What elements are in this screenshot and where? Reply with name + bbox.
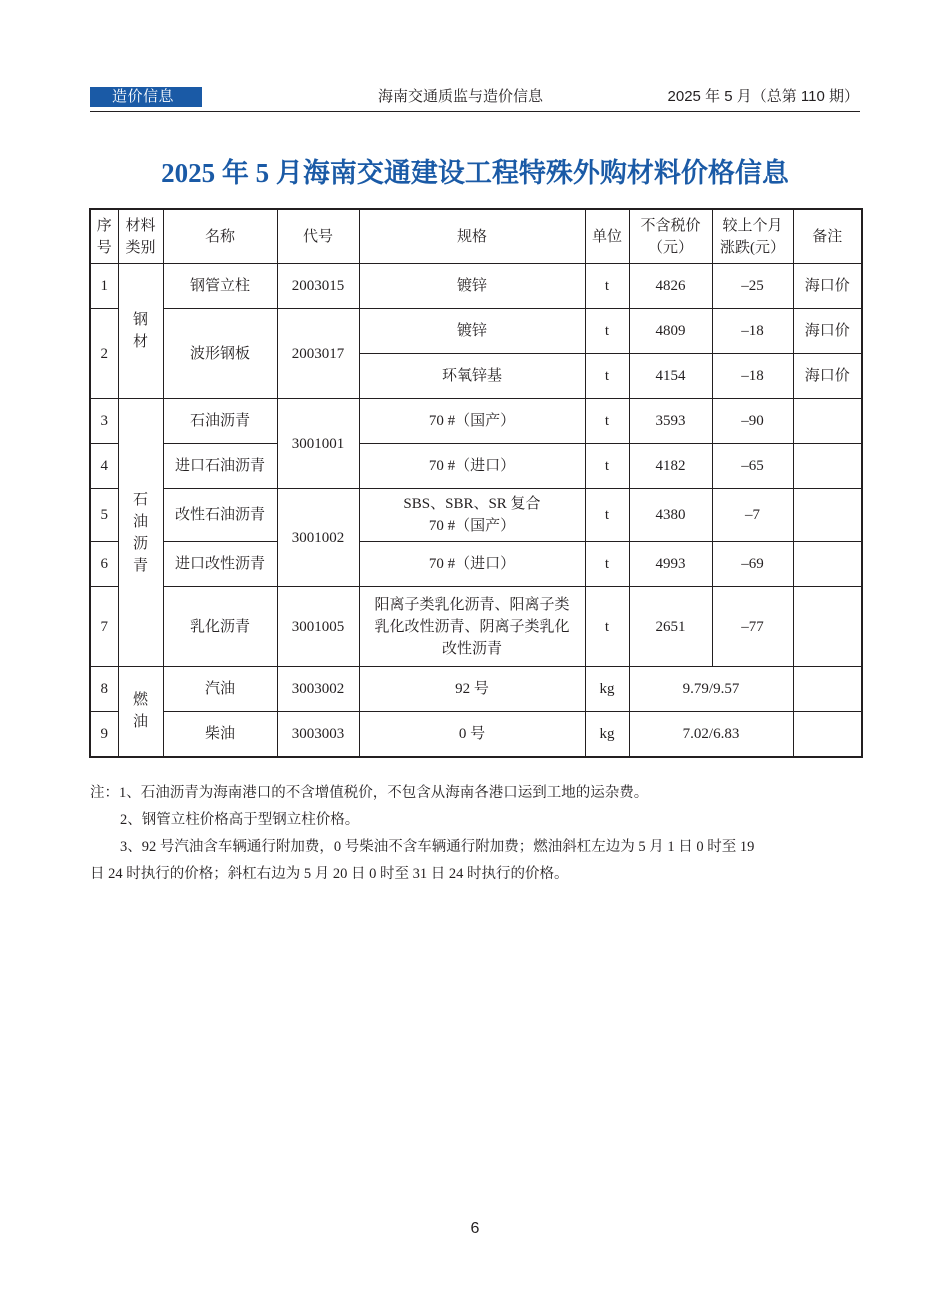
header-price: 不含税价 （元） xyxy=(629,209,712,264)
cell-unit: t xyxy=(585,264,629,309)
table-row xyxy=(90,489,862,542)
cell-spec: 92 号 xyxy=(359,667,585,712)
cell-unit: t xyxy=(585,587,629,667)
cell-unit: t xyxy=(585,542,629,587)
cell-unit: t xyxy=(585,309,629,354)
cell-spec: 镀锌 xyxy=(359,264,585,309)
cell-change: –7 xyxy=(712,489,793,542)
cell-price: 2651 xyxy=(629,587,712,667)
cell-seq: 5 xyxy=(90,489,118,542)
cell-spec: SBS、SBR、SR 复合 70 #（国产） xyxy=(359,489,585,542)
cell-remark xyxy=(793,444,862,489)
cell-spec: 70 #（进口） xyxy=(359,444,585,489)
cell-price: 4182 xyxy=(629,444,712,489)
cell-unit: t xyxy=(585,489,629,542)
header-divider xyxy=(90,111,860,112)
header-remark: 备注 xyxy=(793,209,862,264)
cell-price: 3593 xyxy=(629,399,712,444)
cell-code: 2003015 xyxy=(277,264,359,309)
note-3-line-1: 3、92 号汽油含车辆通行附加费，0 号柴油不含车辆通行附加费；燃油斜杠左边为 5 月 1 日 0 时至 19 xyxy=(120,839,755,855)
section-tag: 造价信息 xyxy=(90,87,202,107)
cell-remark xyxy=(793,712,862,757)
notes xyxy=(90,780,865,888)
cell-code: 3003002 xyxy=(277,667,359,712)
note-3-line-2: 日 24 时执行的价格；斜杠右边为 5 月 20 日 0 时至 31 日 24 时执行的价格。 xyxy=(90,866,569,882)
cell-change: –90 xyxy=(712,399,793,444)
cell-spec: 镀锌 xyxy=(359,309,585,354)
cell-remark: 海口价 xyxy=(793,264,862,309)
cell-price: 4154 xyxy=(629,354,712,399)
cell-change: –77 xyxy=(712,587,793,667)
cell-price: 4809 xyxy=(629,309,712,354)
table-row xyxy=(90,309,862,354)
cell-change: –18 xyxy=(712,354,793,399)
table-row xyxy=(90,264,862,309)
cell-unit: t xyxy=(585,354,629,399)
cell-change: –25 xyxy=(712,264,793,309)
cell-change: –18 xyxy=(712,309,793,354)
table-row xyxy=(90,587,862,667)
cell-seq: 6 xyxy=(90,542,118,587)
cell-unit: kg xyxy=(585,667,629,712)
cell-name: 波形钢板 xyxy=(163,309,277,399)
cell-remark xyxy=(793,587,862,667)
cell-price: 9.79/9.57 xyxy=(629,667,793,712)
cell-spec: 0 号 xyxy=(359,712,585,757)
cell-remark xyxy=(793,399,862,444)
header-name: 名称 xyxy=(163,209,277,264)
cell-code: 3003003 xyxy=(277,712,359,757)
table-row xyxy=(90,712,862,757)
cell-name: 进口石油沥青 xyxy=(163,444,277,489)
table-row xyxy=(90,399,862,444)
note-1: 注：1、石油沥青为海南港口的不含增值税价，不包含从海南各港口运到工地的运杂费。 xyxy=(90,785,649,801)
publication-name: 海南交通质监与造价信息 xyxy=(378,88,544,105)
cell-name: 石油沥青 xyxy=(163,399,277,444)
table-header-row xyxy=(90,209,862,264)
cell-name: 进口改性沥青 xyxy=(163,542,277,587)
table-row xyxy=(90,542,862,587)
cell-spec: 阳离子类乳化沥青、阳离子类 乳化改性沥青、阴离子类乳化 改性沥青 xyxy=(359,587,585,667)
cell-seq: 9 xyxy=(90,712,118,757)
cell-change: –65 xyxy=(712,444,793,489)
table-row xyxy=(90,444,862,489)
cell-unit: t xyxy=(585,399,629,444)
cell-seq: 3 xyxy=(90,399,118,444)
cell-price: 4380 xyxy=(629,489,712,542)
header-category: 材料 类别 xyxy=(118,209,163,264)
cell-spec: 环氧锌基 xyxy=(359,354,585,399)
category-fuel: 燃 油 xyxy=(118,667,163,757)
cell-unit: kg xyxy=(585,712,629,757)
header-seq: 序 号 xyxy=(90,209,118,264)
note-2: 2、钢管立柱价格高于型钢立柱价格。 xyxy=(120,812,360,828)
category-asphalt: 石 油 沥 青 xyxy=(118,399,163,667)
cell-name: 改性石油沥青 xyxy=(163,489,277,542)
table-row xyxy=(90,667,862,712)
page-number: 6 xyxy=(470,1220,480,1237)
page-title: 2025 年 5 月海南交通建设工程特殊外购材料价格信息 xyxy=(161,158,789,188)
header-code: 代号 xyxy=(277,209,359,264)
cell-seq: 2 xyxy=(90,309,118,399)
cell-remark xyxy=(793,667,862,712)
cell-remark: 海口价 xyxy=(793,354,862,399)
cell-remark: 海口价 xyxy=(793,309,862,354)
issue-label: 2025 年 5 月（总第 110 期） xyxy=(667,88,859,105)
cell-name: 汽油 xyxy=(163,667,277,712)
cell-seq: 1 xyxy=(90,264,118,309)
cell-change: –69 xyxy=(712,542,793,587)
cell-remark xyxy=(793,489,862,542)
header-change: 较上个月 涨跌(元） xyxy=(712,209,793,264)
cell-seq: 7 xyxy=(90,587,118,667)
cell-seq: 8 xyxy=(90,667,118,712)
cell-code: 3001001 xyxy=(277,399,359,489)
cell-seq: 4 xyxy=(90,444,118,489)
cell-unit: t xyxy=(585,444,629,489)
cell-price: 4993 xyxy=(629,542,712,587)
category-steel: 钢 材 xyxy=(118,264,163,399)
cell-code: 3001002 xyxy=(277,489,359,587)
header-spec: 规格 xyxy=(359,209,585,264)
cell-spec: 70 #（国产） xyxy=(359,399,585,444)
cell-spec: 70 #（进口） xyxy=(359,542,585,587)
cell-price: 7.02/6.83 xyxy=(629,712,793,757)
cell-price: 4826 xyxy=(629,264,712,309)
cell-name: 钢管立柱 xyxy=(163,264,277,309)
price-table xyxy=(89,208,863,758)
cell-name: 乳化沥青 xyxy=(163,587,277,667)
cell-name: 柴油 xyxy=(163,712,277,757)
cell-code: 2003017 xyxy=(277,309,359,399)
cell-remark xyxy=(793,542,862,587)
header-unit: 单位 xyxy=(585,209,629,264)
cell-code: 3001005 xyxy=(277,587,359,667)
